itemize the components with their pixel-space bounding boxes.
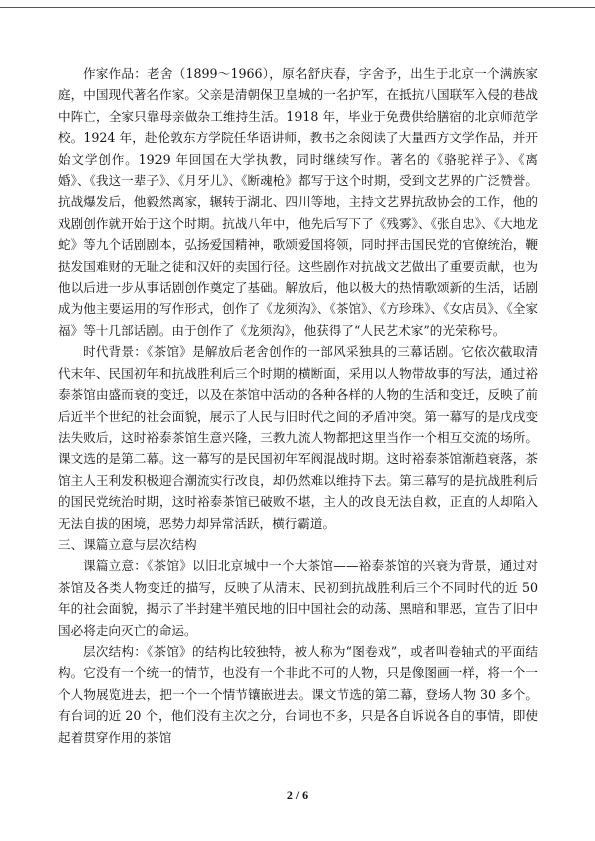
paragraph-author-works: 作家作品：老舍（1899～1966），原名舒庆春，字舍予，出生于北京一个满族家庭，中国现代著名作家。父亲是清朝保卫皇城的一名护军，在抵抗八国联军入侵的巷战中阵亡，全家只靠母亲做杂工维持生活。1918 年，毕业于免费供给膳宿的北京师范学校。1924 年，赴伦敦东方学院任华语讲师，教书之余阅读了大量西方文学作品，并开始文学创作。1929 年回国在大学执教，同时继续写作。著名的《骆驼祥子》、《离婚》、《我这一辈子》、《月牙儿》、《断魂枪》都写于这个时期，受到文艺界的广泛赞誉。抗战爆发后，他毅然离家，辗转于湖北、四川等地，主持文艺界抗敌协会的工作，他的戏剧创作就开始于这个时期。抗战八年中，他先后写下了《残雾》、《张自忠》、《大地龙蛇》等九个话剧剧本，弘扬爱国精神，歌颂爱国将领，同时抨击国民党的官僚统治，鞭挞发国难财的无耻之徒和汉奸的卖国行径。这些剧作对抗战文艺做出了重要贡献，也为他以后进一步从事话剧创作奠定了基础。解放后，他以极大的热情歌颂新的生活，话剧成为他主要运用的写作形式，创作了《龙须沟》、《茶馆》、《方珍珠》、《女店员》、《全家福》等十几部话剧。由于创作了《龙须沟》，他获得了“人民艺术家”的光荣称号。 [58, 66, 538, 338]
page-number: 2 / 6 [286, 788, 309, 802]
document-body [58, 63, 538, 748]
paragraph-structure: 层次结构：《茶馆》的结构比较独特，被人称为“图卷戏”，或者叫卷轴式的平面结构。它没有一个统一的情节，也没有一个非此不可的人物，只是像图画一样，将一个一个人物展览进去，把一个一个情节镶嵌进去。课文节选的第二幕，登场人物 30 多个。有台词的近 20 个，他们没有主次之分，台词也不多，只是各自诉说各自的事情，即使起着贯穿作用的茶馆 [58, 643, 538, 745]
paragraph-historical-background: 时代背景：《茶馆》是解放后老舍创作的一部风采独具的三幕话剧。它依次截取清代末年、民国初年和抗战胜利后三个时期的横断面，采用以人物带故事的写法，通过裕泰茶馆由盛而衰的变迁，以及在茶馆中活动的各种各样的人物的生活和变迁，反映了前后近半个世纪的社会面貌，展示了人民与旧时代之间的矛盾冲突。第一幕写的是戊戌变法失败后，这时裕泰茶馆生意兴隆，三教九流人物都把这里当作一个相互交流的场所。课文选的是第二幕。这一幕写的是民国初年军阀混战时期。这时裕泰茶馆渐趋衰落，茶馆主人王利发积极迎合潮流实行改良，却仍然难以维持下去。第三幕写的是抗战胜利后的国民党统治时期，这时裕泰茶馆已破败不堪，主人的改良无法自救，正直的人却陷入无法自拔的困境，恶势力却异常活跃，横行霸道。 [58, 344, 538, 531]
section-heading: 三、课篇立意与层次结构 [58, 536, 197, 552]
paragraph-theme: 课篇立意：《茶馆》以旧北京城中一个大茶馆——裕泰茶馆的兴衰为背景，通过对茶馆及各类人物变迁的描写，反映了从清末、民初到抗战胜利后三个不同时代的近 50 年的社会面貌，揭示了半封建半殖民地的旧中国社会的动荡、黑暗和罪恶，宣告了旧中国必将走向灭亡的命运。 [58, 558, 538, 638]
header-rule [0, 7, 595, 8]
